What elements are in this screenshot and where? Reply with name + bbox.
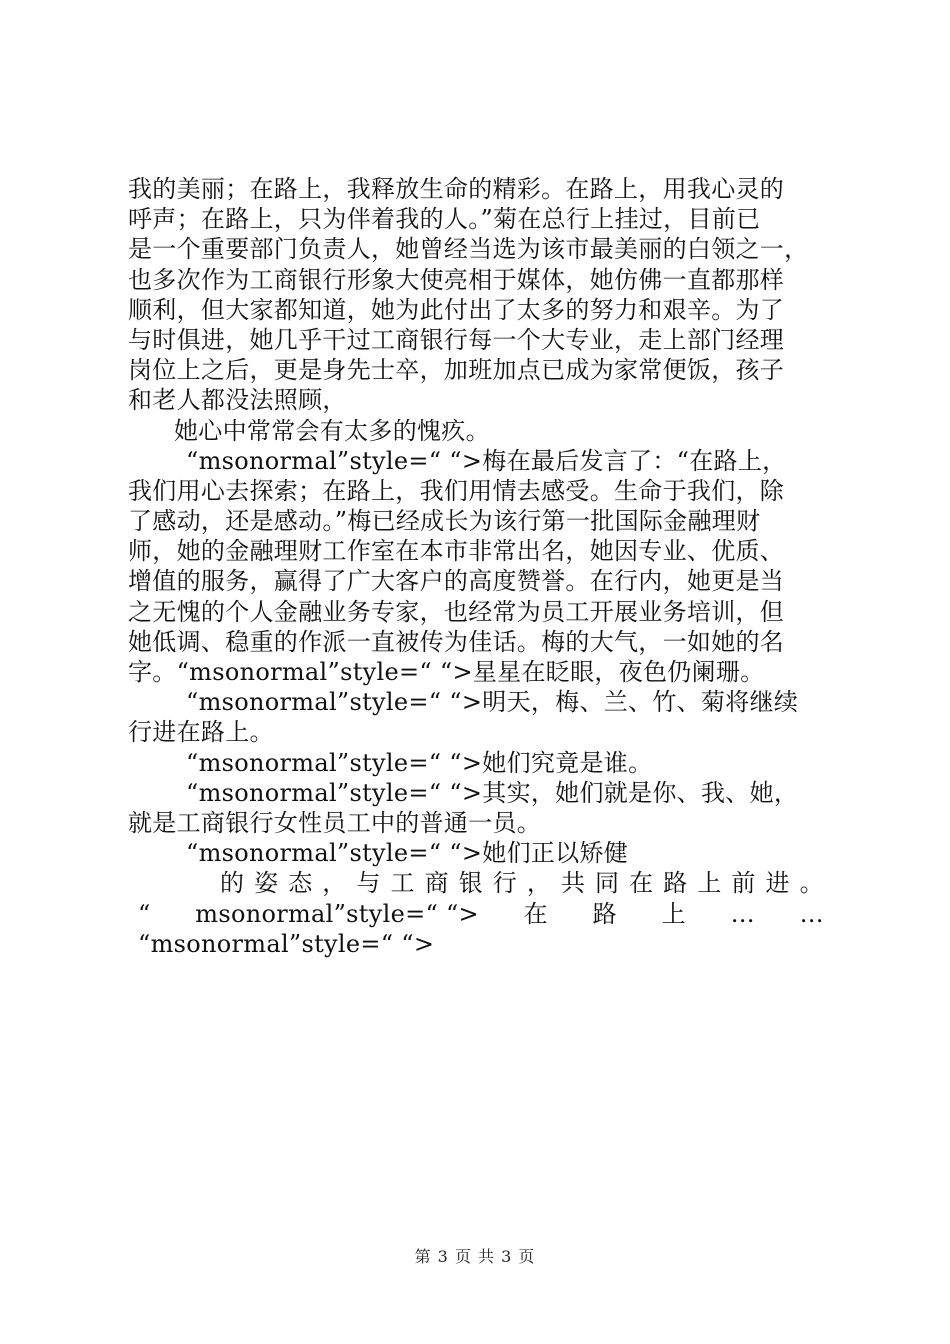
- document-body: [128, 174, 828, 959]
- text-line: 也多次作为工商银行形象大使亮相于媒体，她仿佛一直都那样: [128, 265, 785, 294]
- justified-text-line: [128, 868, 828, 898]
- text-line: 之无愧的个人金融业务专家，也经常为员工开展业务培训，但: [128, 597, 785, 626]
- text-line: “msonormal”style=“ “>: [138, 929, 435, 958]
- text-line: “msonormal”style=“ “>明天，梅、兰、竹、菊将继续: [186, 688, 799, 717]
- text-line: 是一个重要部门负责人，她曾经当选为该市最美丽的白领之一，: [128, 235, 809, 264]
- text-char: 在: [629, 869, 654, 898]
- text-char: 与: [356, 869, 381, 898]
- text-char: ，: [526, 869, 552, 898]
- text-char: 的: [220, 869, 245, 898]
- text-line: “msonormal”style=“ “>梅在最后发言了：“在路上，: [186, 446, 787, 475]
- text-line: 和老人都没法照顾，: [128, 386, 347, 415]
- page-number-footer: 第 3 页 共 3 页: [414, 1247, 536, 1266]
- text-segment: 上: [661, 899, 686, 928]
- text-line: 我的美丽；在路上，我释放生命的精彩。在路上，用我心灵的: [128, 175, 785, 203]
- text-line: 师，她的金融理财工作室在本市非常出名，她因专业、优质、: [128, 537, 785, 566]
- text-char: 。: [799, 869, 824, 898]
- text-segment: …: [730, 899, 755, 928]
- text-line: 行进在路上。: [128, 718, 274, 747]
- text-segment: …: [799, 899, 824, 928]
- text-char: 银: [458, 869, 483, 898]
- text-line: 她心中常常会有太多的愧疚。: [174, 416, 490, 445]
- text-line: 就是工商银行女性员工中的普通一员。: [128, 808, 542, 837]
- text-line: 岗位上之后，更是身先士卒，加班加点已成为家常便饭，孩子: [128, 356, 785, 385]
- text-line: “msonormal”style=“ “>其实，她们就是你、我、她，: [186, 778, 799, 807]
- text-char: 同: [595, 869, 620, 898]
- text-char: 商: [424, 869, 449, 898]
- text-char: 上: [697, 869, 722, 898]
- text-line: 呼声；在路上，只为伴着我的人。”菊在总行上挂过，目前已: [128, 205, 761, 234]
- text-char: 进: [765, 869, 790, 898]
- text-line: “msonormal”style=“ “>她们正以矫健: [186, 839, 629, 868]
- text-segment: 路: [592, 899, 617, 928]
- text-line: 她低调、稳重的作派一直被传为佳话。梅的大气，一如她的名: [128, 627, 785, 656]
- justified-text-line: [128, 899, 828, 929]
- text-char: 前: [731, 869, 756, 898]
- text-char: 姿: [254, 869, 279, 898]
- text-line: 字。“msonormal”style=“ “>星星在眨眼，夜色仍阑珊。: [128, 658, 765, 686]
- text-char: 共: [560, 869, 586, 898]
- text-line: 我们用心去探索；在路上，我们用情去感受。生命于我们，除: [128, 476, 785, 505]
- text-line: “msonormal”style=“ “>她们究竟是谁。: [186, 748, 653, 777]
- text-char: 态: [288, 869, 313, 898]
- text-char: ，: [322, 869, 347, 898]
- text-line: 与时俱进，她几乎干过工商银行每一个大专业，走上部门经理: [128, 325, 785, 354]
- text-segment: “: [138, 899, 151, 928]
- text-char: 工: [390, 869, 415, 898]
- text-char: 行: [492, 869, 518, 898]
- text-segment: msonormal”style=“ “>: [195, 899, 479, 928]
- text-char: 路: [663, 869, 688, 898]
- text-line: 顺利，但大家都知道，她为此付出了太多的努力和艰辛。为了: [128, 295, 785, 324]
- text-line: 了感动，还是感动。”梅已经成长为该行第一批国际金融理财: [128, 507, 761, 536]
- text-segment: 在: [523, 899, 548, 928]
- text-line: 增值的服务，赢得了广大客户的高度赞誉。在行内，她更是当: [128, 567, 785, 596]
